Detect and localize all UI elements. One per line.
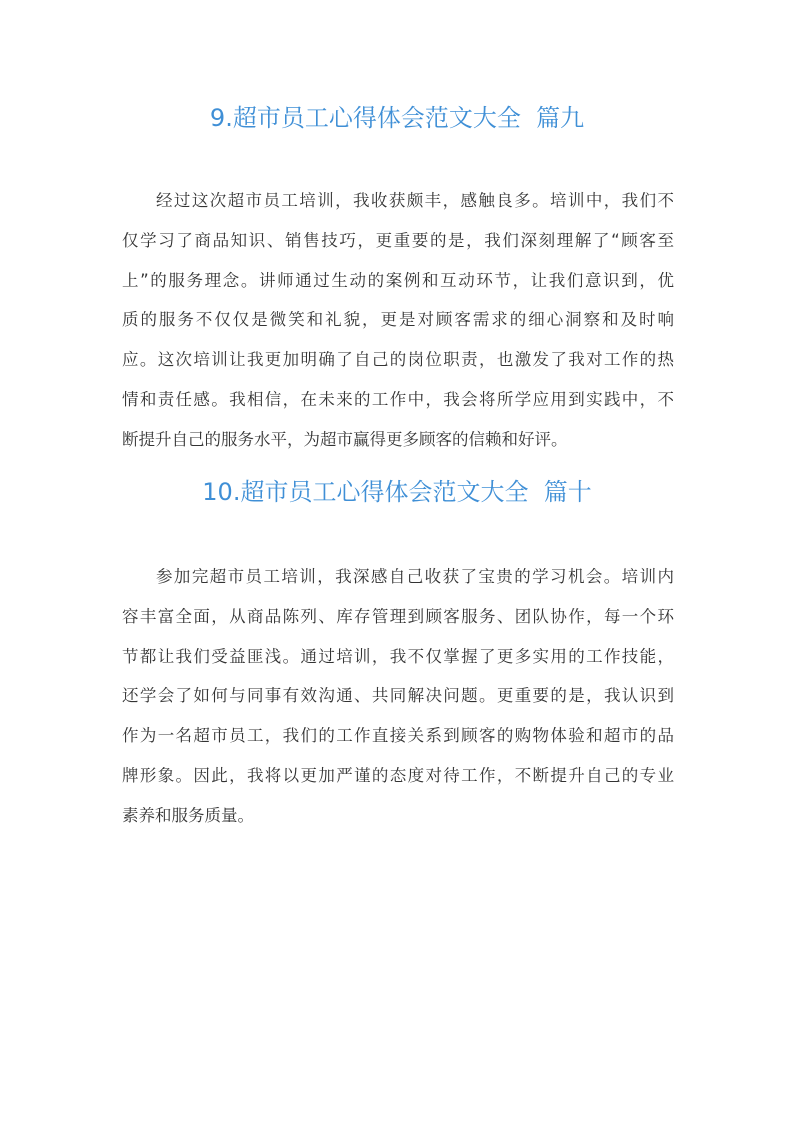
- paragraph-line: 还学会了如何与同事有效沟通、共同解决问题。更重要的是，我认识到: [122, 686, 674, 706]
- paragraph-line: 仅学习了商品知识、销售技巧，更重要的是，我们深刻理解了“顾客至: [122, 230, 674, 250]
- paragraph-line: 牌形象。因此，我将以更加严谨的态度对待工作，不断提升自己的专业: [122, 765, 674, 785]
- paragraph-line: 容丰富全面，从商品陈列、库存管理到顾客服务、团队协作，每一个环: [122, 606, 674, 626]
- paragraph-9: [122, 186, 674, 465]
- section-title-9: 9.超市员工心得体会范文大全 篇九: [209, 104, 585, 132]
- paragraph-line: 经过这次超市员工培训，我收获颇丰，感触良多。培训中，我们不: [156, 191, 674, 210]
- paragraph-10: [122, 562, 674, 841]
- paragraph-line: 质的服务不仅仅是微笑和礼貌，更是对顾客需求的细心洞察和及时响: [122, 310, 674, 330]
- paragraph-line: 素养和服务质量。: [122, 805, 254, 825]
- paragraph-line: 上”的服务理念。讲师通过生动的案例和互动环节，让我们意识到，优: [122, 270, 674, 290]
- paragraph-line: 应。这次培训让我更加明确了自己的岗位职责，也激发了我对工作的热: [122, 350, 674, 370]
- paragraph-line: 作为一名超市员工，我们的工作直接关系到顾客的购物体验和超市的品: [122, 726, 674, 746]
- paragraph-line: 断提升自己的服务水平，为超市赢得更多顾客的信赖和好评。: [122, 429, 568, 449]
- paragraph-line: 参加完超市员工培训，我深感自己收获了宝贵的学习机会。培训内: [156, 567, 674, 586]
- section-title-10: 10.超市员工心得体会范文大全 篇十: [202, 478, 592, 506]
- paragraph-line: 情和责任感。我相信，在未来的工作中，我会将所学应用到实践中，不: [122, 389, 674, 409]
- paragraph-line: 节都让我们受益匪浅。通过培训，我不仅掌握了更多实用的工作技能，: [122, 646, 674, 666]
